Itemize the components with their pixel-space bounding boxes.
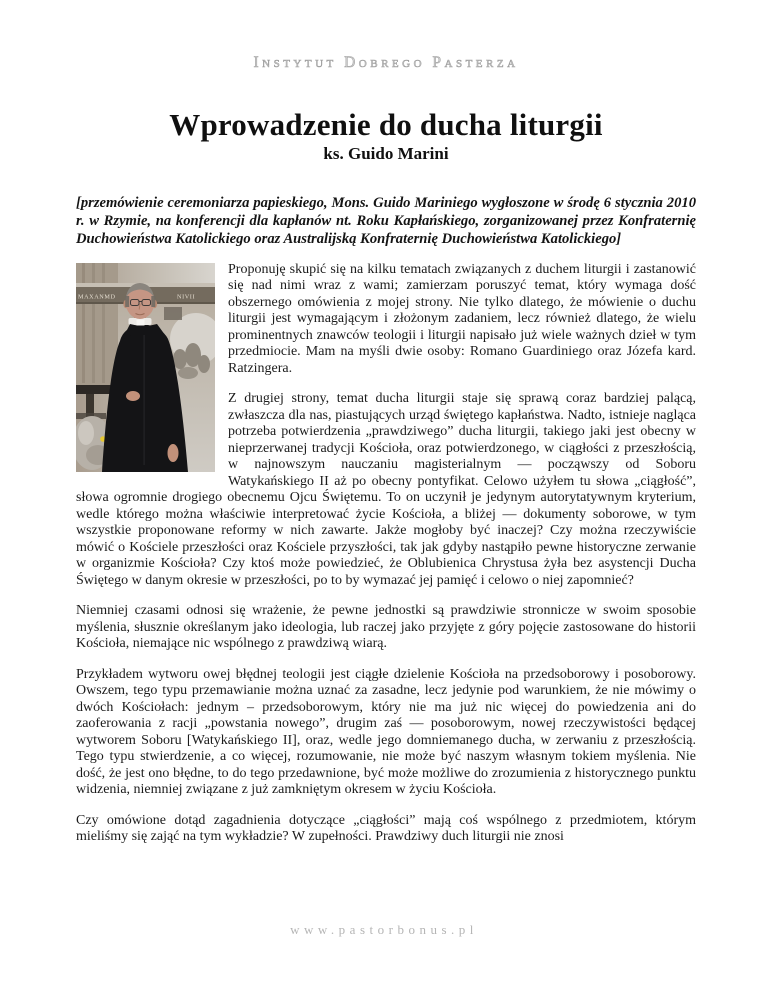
photo-inscription-left: MAXANMD: [78, 293, 116, 301]
speech-intro-note: [przemówienie ceremoniarza papieskiego, Mons. Guido Mariniego wygłoszone w środę 6 stycznia 2010 r. w Rzymie, na konferencji dla kapłanów nt. Roku Kapłańskiego, zorganizowanej przez Konfraternię Duchowieństwa Katolickiego oraz Australijską Konfraternię Duchowieństwa Katolickiego]: [76, 195, 696, 248]
document-author: ks. Guido Marini: [323, 144, 449, 163]
body-paragraph-1: Proponuję skupić się na kilku tematach związanych z duchem liturgii i zastanowić się nad nimi wraz z wami; zamierzam poruszyć temat, który wymaga dość obszernego omówienia z mojej strony. Nie tylko dlatego, że mówienie o duchu liturgii jest wymagającym i złożonym zadaniem, lecz również dlatego, że wielu prominentnych znawców teologii i liturgii napisało już wiele ważnych dzieł w tym przedmiocie. Mam na myśli dwie osoby: Romano Guardiniego oraz Józefa kard. Ratzingera.: [228, 261, 696, 376]
priest-photo: [76, 263, 215, 472]
footer-website-url: www.pastorbonus.pl: [290, 922, 478, 937]
body-paragraph-4: Przykładem wytworu owej błędnej teologii jest ciągłe dzielenie Kościoła na przedsoborowy i posoborowy. Owszem, tego typu przemawianie można uznać za zasadne, lecz jedynie pod warunkiem, że nie mówimy o dwóch Kościołach: jednym – przedsoborowym, który nie ma już nic więcej do powiedzenia ani do zaoferowania z racji „powstania nowego”, drugim zaś — posoborowym, nowej rzeczywistości będącej wytworem Soboru [Watykańskiego II], oraz, wedle jego domniemanego ducha, w zerwaniu z przeszłością. Tego typu stwierdzenie, a co więcej, rozumowanie, nie może być naszym własnym tokiem myślenia. Nie dość, że jest ono błędne, to do tego przedawnione, być może możliwe do zrozumienia z historycznego punktu widzenia, niemniej związane z już zamkniętym okresem w życiu Kościoła.: [76, 666, 696, 798]
photo-inscription-right: NIVII: [177, 293, 196, 301]
body-paragraph-2: Z drugiej strony, temat ducha liturgii staje się sprawą coraz bardziej palącą, zwłaszcza dla nas, piastujących urząd świętego kapłaństwa. Nadto, istnieje nagląca potrzeba potwierdzenia „prawdziwego” ducha liturgii, takiego jaki jest obecny w nieprzerwanej tradycji Kościoła, oraz potwierdzonego, w ciągłości z przeszłością, w najnowszym nauczaniu magisterialnym — począwszy od Soboru Watykańskiego II aż po obecny pontyfikat. Celowo użyłem tu słowa „ciągłość”, słowa ogromnie drogiego obecnemu Ojcu Świętemu. To on uczynił je jedynym autorytatywnym kryterium, wedle którego można właściwie interpretować życie Kościoła, a bliżej — dokumenty soborowe, w tym wszystkie proponowane reformy w nich zawarte. Jakże mogłoby być inaczej? Czy można rzeczywiście mówić o Kościele przeszłości oraz Kościele przyszłości, tak jak gdyby nastąpiło pewne historyczne zerwanie w organizmie Kościoła? Czy ktoś może powiedzieć, że Oblubienica Chrystusa żyła bez asystencji Ducha Świętego w danym okresie w przeszłości, po to by wymazać jej pamięć i celowo o niej zapomnieć?: [76, 391, 696, 588]
priest-photo-illustration: [76, 263, 215, 472]
body-paragraph-5: Czy omówione dotąd zagadnienia dotyczące „ciągłości” mają coś wspólnego z przedmiotem, którym mieliśmy się zająć na tym wykładzie? W zupełności. Prawdziwy duch liturgii nie znosi: [76, 812, 696, 845]
body-paragraph-3: Niemniej czasami odnosi się wrażenie, że pewne jednostki są prawdziwie stronnicze w swoim sposobie myślenia, słusznie określanym jako ideologia, lub raczej jako przyjęte z góry pojęcie zastosowane do historii Kościoła, niemające nic wspólnego z prawdziwą wiarą.: [76, 603, 696, 652]
left-hand: [168, 444, 179, 462]
document-body: [76, 262, 696, 846]
document-title: Wprowadzenie do ducha liturgii: [169, 107, 603, 142]
institute-header: Instytut Dobrego Pasterza: [253, 54, 519, 71]
right-hand: [126, 391, 140, 401]
